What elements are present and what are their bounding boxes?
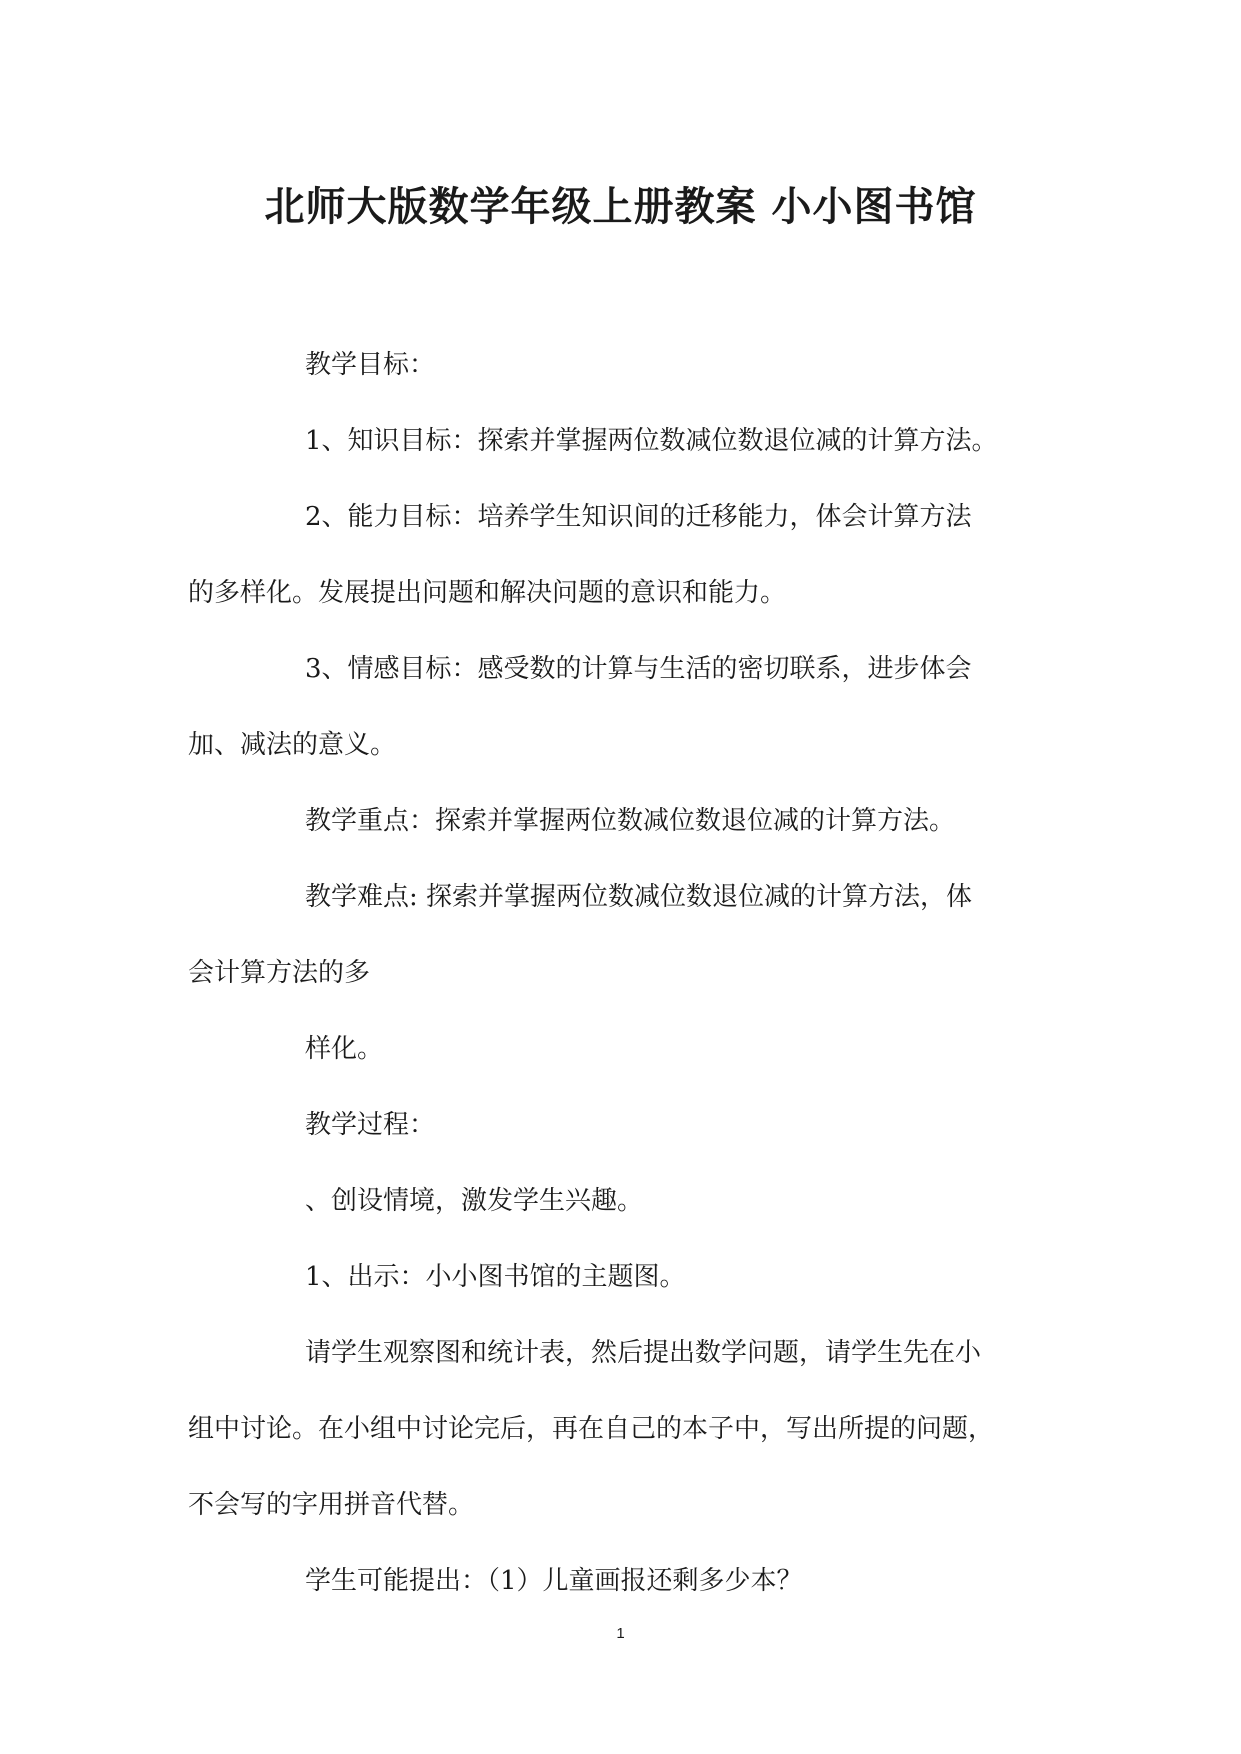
paragraph-line: 学生可能提出：（1）儿童画报还剩多少本？ bbox=[305, 1566, 803, 1596]
paragraph-line: 不会写的字用拼音代替。 bbox=[188, 1490, 475, 1520]
page-number: 1 bbox=[616, 1625, 625, 1642]
paragraph-line: 请学生观察图和统计表，然后提出数学问题，请学生先在小 bbox=[305, 1338, 982, 1368]
document-body bbox=[188, 327, 1050, 1619]
paragraph-line: 、创设情境，激发学生兴趣。 bbox=[305, 1186, 644, 1216]
paragraph-line: 的多样化。发展提出问题和解决问题的意识和能力。 bbox=[188, 578, 787, 608]
paragraph-line: 加、减法的意义。 bbox=[188, 730, 397, 760]
paragraph-line: 1、出示：小小图书馆的主题图。 bbox=[305, 1262, 686, 1292]
paragraph-line: 教学目标： bbox=[305, 350, 436, 380]
paragraph-line: 2、能力目标：培养学生知识间的迁移能力，体会计算方法 bbox=[305, 502, 972, 532]
paragraph-line: 教学难点: 探索并掌握两位数减位数退位减的计算方法，体 bbox=[305, 882, 973, 912]
paragraph-line: 会计算方法的多 bbox=[188, 958, 371, 988]
paragraph-line: 教学重点：探索并掌握两位数减位数退位减的计算方法。 bbox=[305, 806, 956, 836]
document-title: 北师大版数学年级上册教案 小小图书馆 bbox=[264, 183, 977, 230]
paragraph-line: 1、知识目标：探索并掌握两位数减位数退位减的计算方法。 bbox=[305, 426, 998, 456]
paragraph-line: 样化。 bbox=[305, 1034, 384, 1064]
paragraph-line: 组中讨论。在小组中讨论完后，再在自己的本子中，写出所提的问题， bbox=[188, 1414, 995, 1444]
paragraph-line: 教学过程： bbox=[305, 1110, 436, 1140]
paragraph-line: 3、情感目标：感受数的计算与生活的密切联系，进步体会 bbox=[305, 654, 972, 684]
